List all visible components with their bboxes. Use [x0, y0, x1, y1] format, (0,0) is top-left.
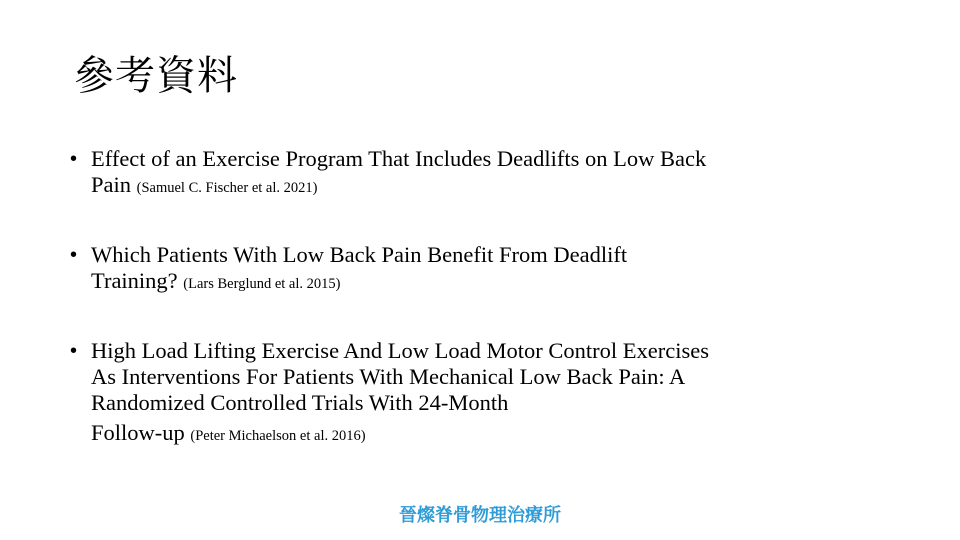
reference-list	[70, 146, 710, 490]
reference-item-3	[70, 338, 710, 449]
bullet-icon: •	[70, 148, 78, 170]
reference-title: High Load Lifting Exercise And Low Load Motor Control Exercises As Interventions For Patients With Mechanical Low Back Pain: A Randomized Controlled Trials With 24-Month	[91, 338, 709, 415]
footer-clinic-name: 晉燦脊骨物理治療所	[399, 505, 561, 526]
reference-citation: (Samuel C. Fischer et al. 2021)	[136, 180, 318, 196]
reference-citation: (Peter Michaelson et al. 2016)	[190, 428, 366, 444]
reference-title: Effect of an Exercise Program That Includes Deadlifts on Low Back Pain	[91, 146, 707, 197]
reference-title: Which Patients With Low Back Pain Benefit From Deadlift Training?	[91, 242, 628, 293]
reference-title-tail-line	[91, 420, 366, 449]
bullet-icon: •	[70, 244, 78, 266]
slide-title: 參考資料	[74, 53, 238, 99]
reference-item-2	[70, 242, 710, 297]
bullet-icon: •	[70, 340, 78, 362]
reference-title-tail: Follow-up	[91, 420, 185, 445]
reference-item-1	[70, 146, 710, 201]
reference-citation: (Lars Berglund et al. 2015)	[183, 276, 341, 292]
